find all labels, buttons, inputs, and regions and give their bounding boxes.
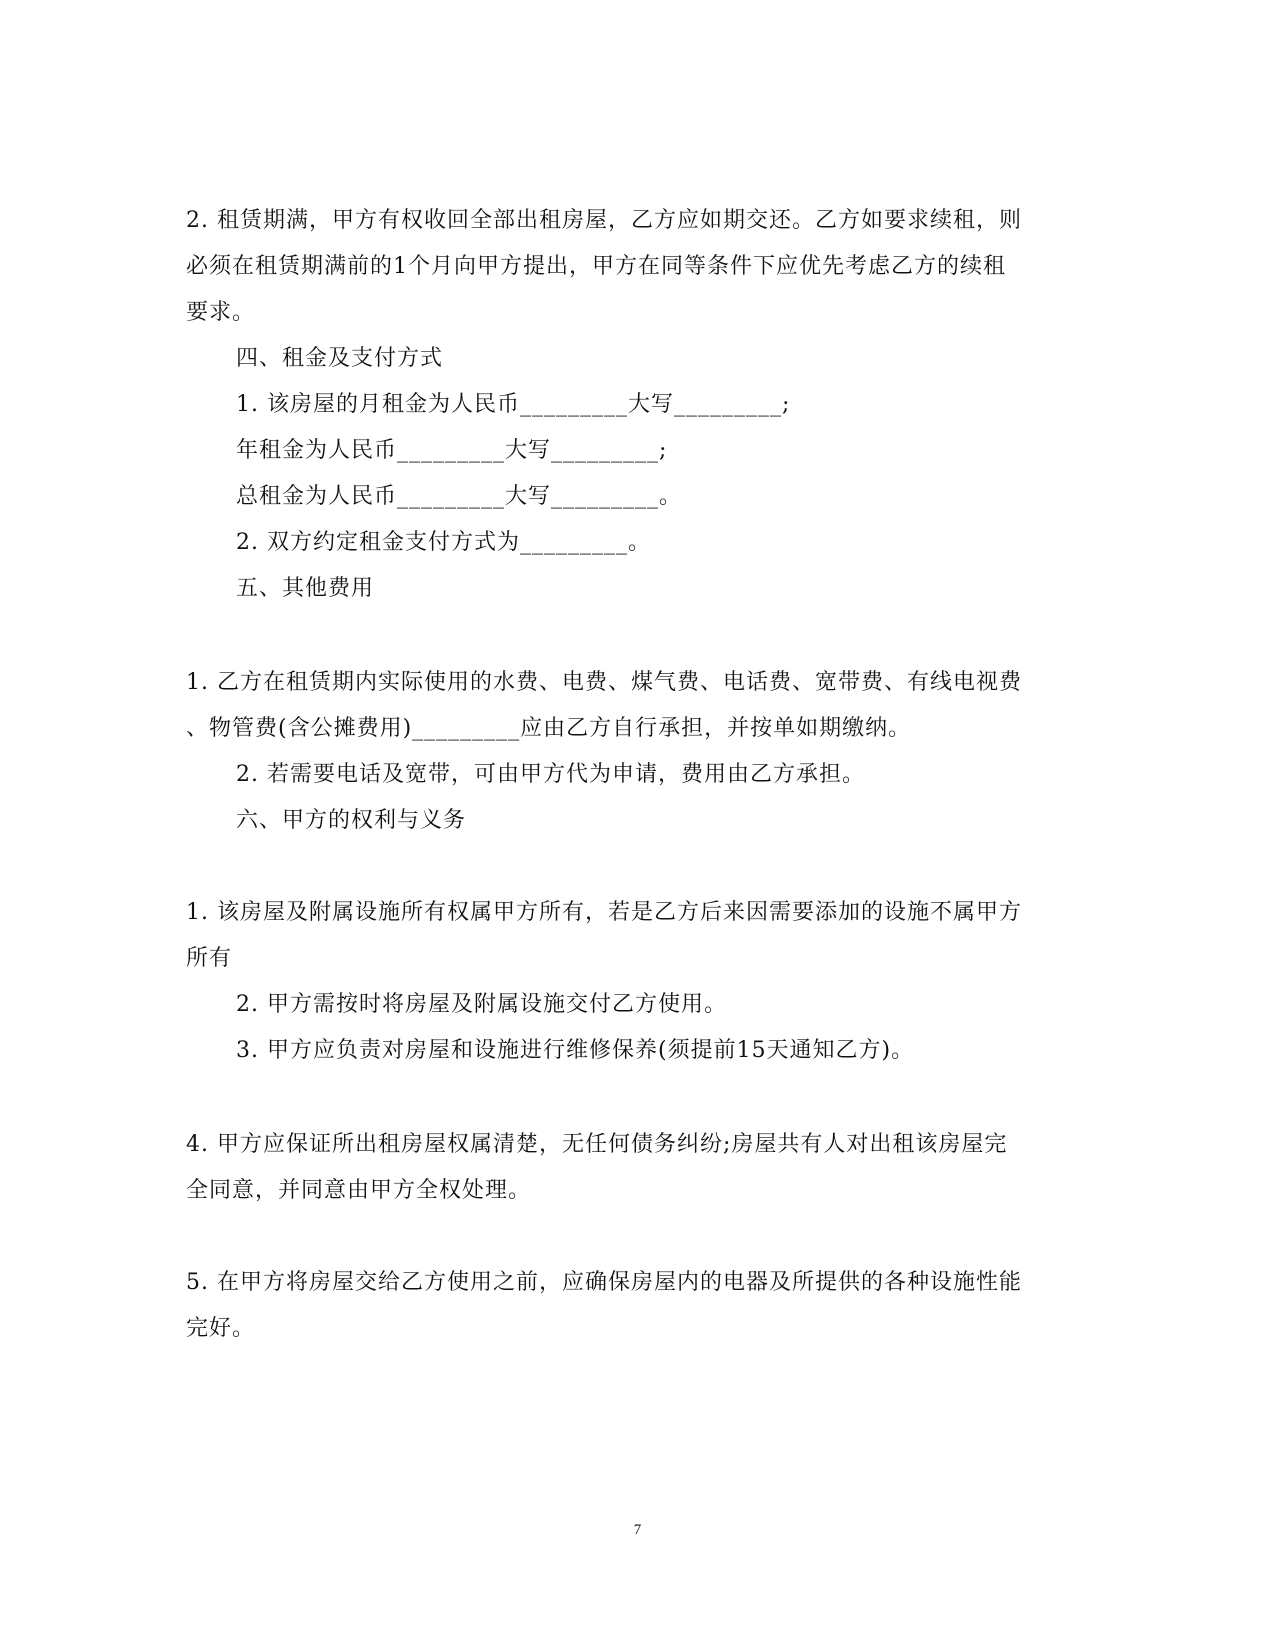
- rent-payment-method-line: 2. 双方约定租金支付方式为_________。: [236, 530, 651, 555]
- rent-total-line: 总租金为人民币_________大写_________。: [236, 484, 683, 509]
- section-6-heading: 六、甲方的权利与义务: [236, 808, 467, 833]
- fees-2-line: 2. 若需要电话及宽带，可由甲方代为申请，费用由乙方承担。: [236, 762, 865, 787]
- fees-1-line-2: 、物管费(含公摊费用)_________应由乙方自行承担，并按单如期缴纳。: [186, 716, 912, 741]
- lessor-5-line-1: 5. 在甲方将房屋交给乙方使用之前，应确保房屋内的电器及所提供的各种设施性能: [186, 1270, 1022, 1295]
- term-2-line-2: 必须在租赁期满前的1个月向甲方提出，甲方在同等条件下应优先考虑乙方的续租: [186, 254, 1006, 279]
- lessor-4-line-2: 全同意，并同意由甲方全权处理。: [186, 1178, 532, 1203]
- fees-1-line-1: 1. 乙方在租赁期内实际使用的水费、电费、煤气费、电话费、宽带费、有线电视费: [186, 670, 1022, 695]
- lessor-2-line: 2. 甲方需按时将房屋及附属设施交付乙方使用。: [236, 992, 727, 1017]
- lessor-5-line-2: 完好。: [186, 1316, 256, 1341]
- rent-monthly-line: 1. 该房屋的月租金为人民币_________大写_________;: [236, 392, 791, 417]
- section-4-heading: 四、租金及支付方式: [236, 346, 444, 371]
- lessor-4-line-1: 4. 甲方应保证所出租房屋权属清楚，无任何债务纠纷;房屋共有人对出租该房屋完: [186, 1132, 1008, 1157]
- section-5-heading: 五、其他费用: [236, 576, 375, 601]
- lessor-3-line: 3. 甲方应负责对房屋和设施进行维修保养(须提前15天通知乙方)。: [236, 1038, 915, 1063]
- lessor-1-line-1: 1. 该房屋及附属设施所有权属甲方所有，若是乙方后来因需要添加的设施不属甲方: [186, 900, 1022, 925]
- lessor-1-line-2: 所有: [186, 946, 233, 971]
- term-2-line-3: 要求。: [186, 300, 256, 325]
- rent-annual-line: 年租金为人民币_________大写_________;: [236, 438, 668, 463]
- page-number: 7: [633, 1522, 642, 1538]
- term-2-line-1: 2. 租赁期满，甲方有权收回全部出租房屋，乙方应如期交还。乙方如要求续租，则: [186, 208, 1022, 233]
